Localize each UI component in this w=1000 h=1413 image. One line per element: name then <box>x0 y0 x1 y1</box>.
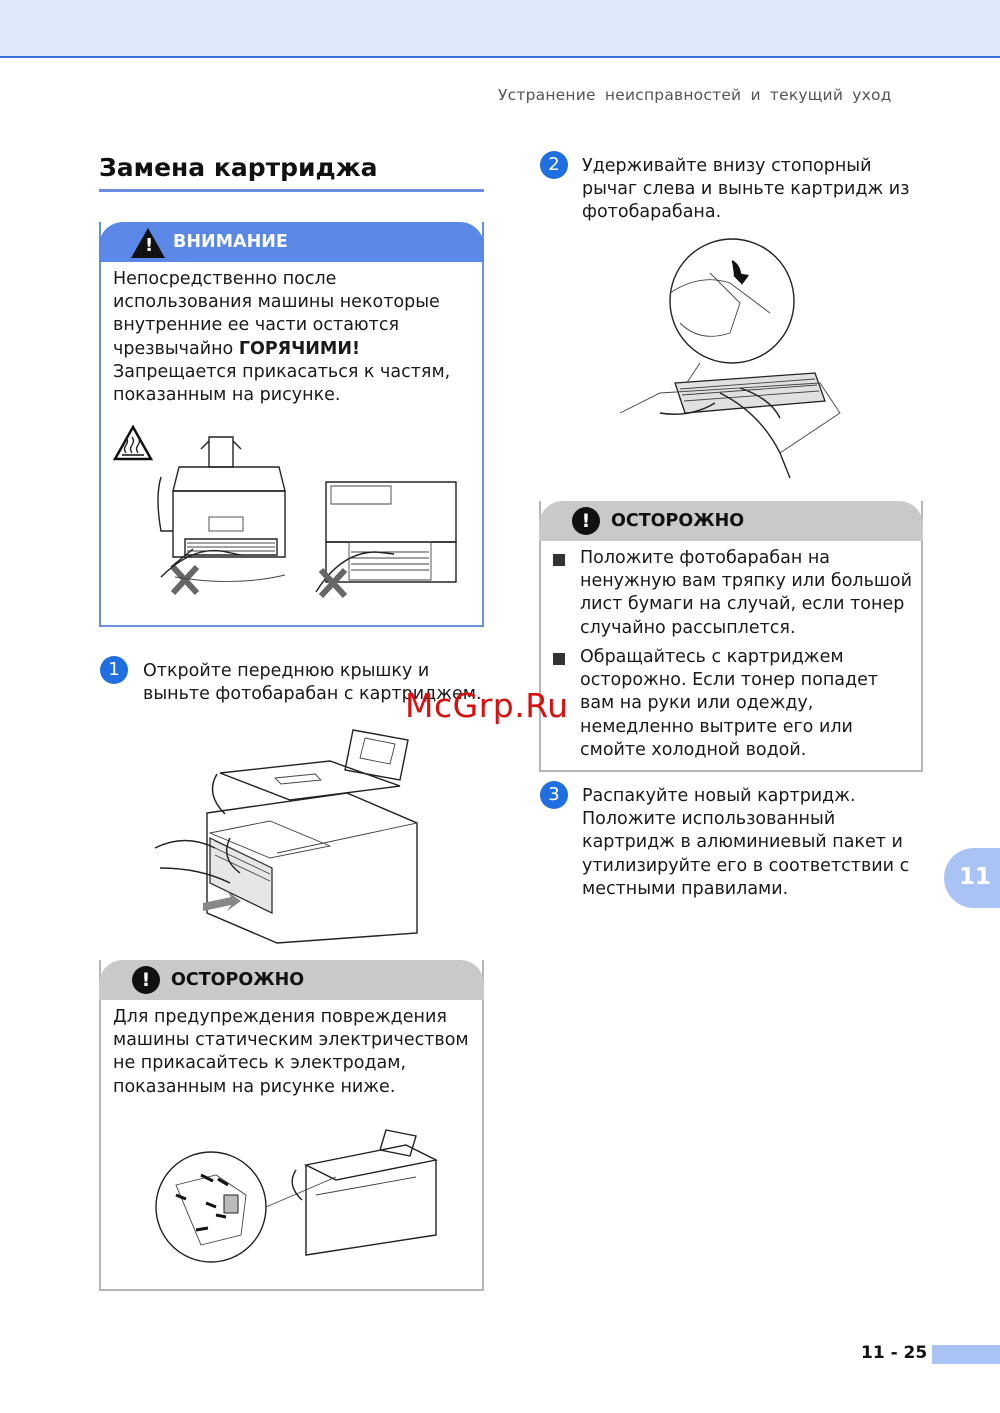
warning-text-tail: Запрещается прикасаться к частям, показанным на рисунке. <box>113 361 451 406</box>
step-1-text: Откройте переднюю крышку и выньте фотобарабан с картриджем. <box>143 661 482 705</box>
chapter-tab[interactable] <box>944 848 1000 908</box>
hot-parts-illustration-left <box>151 427 301 602</box>
warning-header <box>99 222 484 262</box>
caution-box-handling <box>539 501 923 772</box>
step-1-number: 1 <box>100 656 128 684</box>
warning-text-bold: ГОРЯЧИМИ! <box>238 338 360 359</box>
hot-parts-illustration-right <box>311 472 471 602</box>
section-title: Замена картриджа <box>99 153 378 182</box>
header-band <box>0 0 1000 58</box>
warning-text <box>113 268 463 407</box>
caution-header <box>539 501 923 541</box>
exclamation-icon: ! <box>132 966 160 994</box>
page-number-bar <box>932 1345 1000 1364</box>
electrodes-illustration <box>156 1135 446 1280</box>
caution-text: Для предупреждения повреждения машины статическим электричеством не прикасайтесь к электродам, показанным на рисунке ниже. <box>113 1007 469 1097</box>
step-3-text: Распакуйте новый картридж. Положите использованный картридж в алюминиевый пакет и утилизируйте его в соответствии с местными правилами. <box>582 786 910 899</box>
chapter-tab-number: 11 <box>959 864 992 890</box>
warning-box <box>99 222 484 627</box>
caution-header <box>99 960 484 1000</box>
caution-bullet-text: Положите фотобарабан на ненужную вам тряпку или большой лист бумаги на случай, если тонер случайно рассыплется. <box>580 548 913 638</box>
running-title: Устранение неисправностей и текущий уход <box>498 86 892 104</box>
step-1-illustration <box>155 718 425 948</box>
caution-box-static <box>99 960 484 1291</box>
title-underline <box>99 189 484 192</box>
warning-text-main: Непосредственно после использования машины некоторые внутренние ее части остаются чрезвычайно <box>113 269 440 359</box>
step-2-text: Удерживайте внизу стопорный рычаг слева и выньте картридж из фотобарабана. <box>582 156 910 223</box>
square-bullet-icon <box>553 554 565 566</box>
caution-label: ОСТОРОЖНО <box>611 511 745 531</box>
step-3-number: 3 <box>540 781 568 809</box>
hot-surface-icon <box>113 425 153 461</box>
page-number: 11 - 25 <box>861 1343 928 1363</box>
warning-triangle-icon: ! <box>131 228 165 258</box>
caution-label: ОСТОРОЖНО <box>171 970 305 990</box>
warning-label: ВНИМАНИЕ <box>173 232 288 252</box>
watermark: McGrp.Ru <box>405 686 569 725</box>
caution-bullet-text: Обращайтесь с картриджем осторожно. Если тонер попадет вам на руки или одежду, немедленно вытрите его или смойте холодной водой. <box>580 647 879 760</box>
exclamation-icon: ! <box>572 507 600 535</box>
square-bullet-icon <box>553 653 565 665</box>
step-2-number: 2 <box>540 151 568 179</box>
step-2-illustration <box>620 243 860 478</box>
